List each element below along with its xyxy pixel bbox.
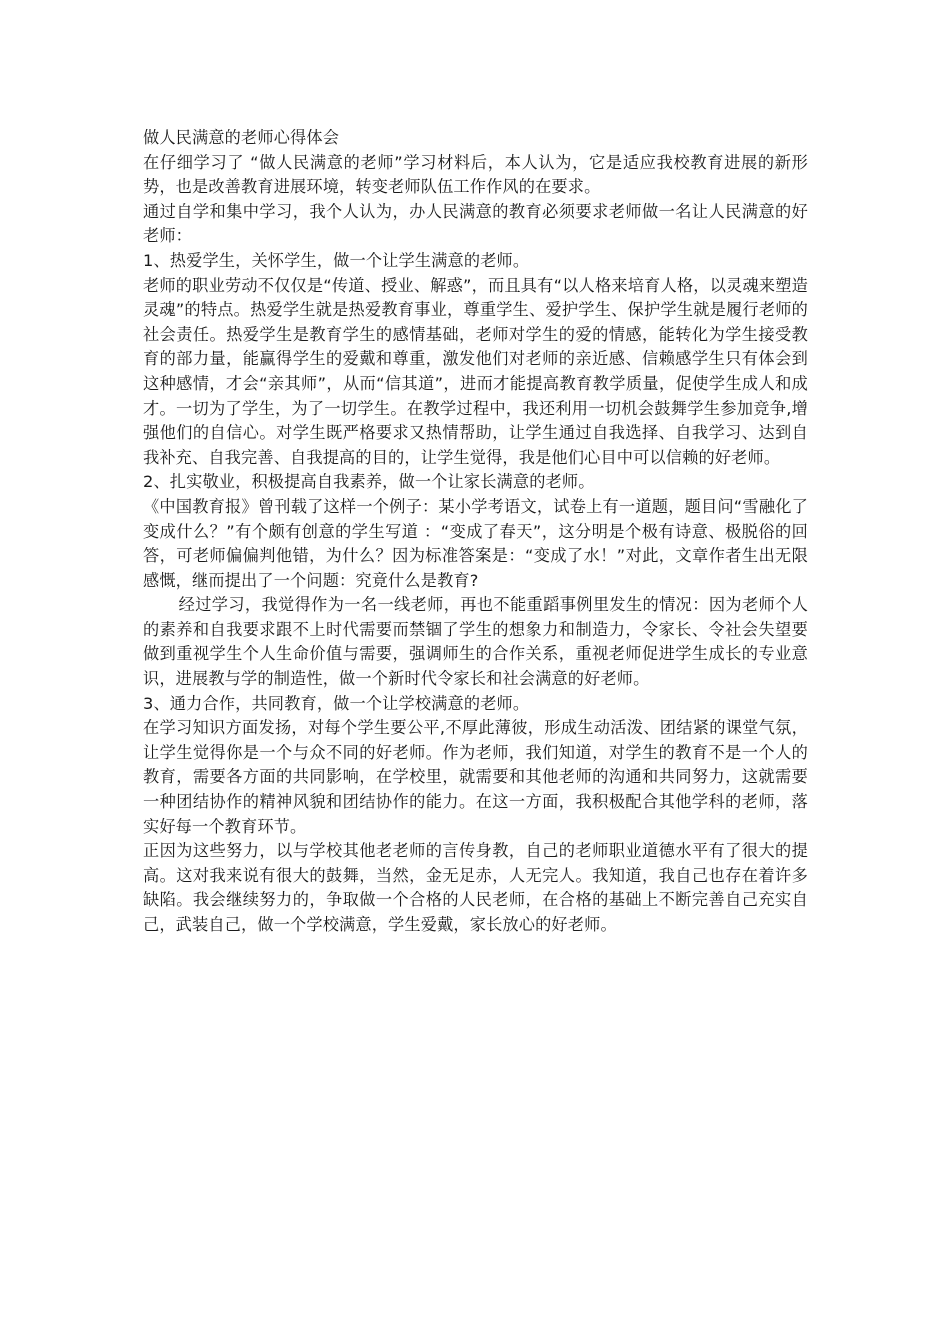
section-1-body: 老师的职业劳动不仅仅是“传道、授业、解惑”，而且具有“以人格来培育人格，以灵魂来塑造灵魂”的特点。热爱学生就是热爱教育事业，尊重学生、爱护学生、保护学生就是履行老师的社会责任。热爱学生是教育学生的感情基础，老师对学生的爱的情感，能转化为学生接受教育的部力量，能赢得学生的爱戴和尊重，激发他们对老师的亲近感、信赖感学生只有体会到这种感情，才会“亲其师”，从而“信其道”，进而才能提高教育教学质量，促使学生成人和成才。一切为了学生，为了一切学生。在教学过程中，我还利用一切机会鼓舞学生参加竞争,增强他们的自信心。对学生既严格要求又热情帮助，让学生通过自我选择、自我学习、达到自我补充、自我完善、自我提高的目的，让学生觉得，我是他们心目中可以信赖的好老师。 [143, 275, 808, 467]
section-2-heading: 2、扎实敬业，积极提高自我素养，做一个让家长满意的老师。 [143, 472, 595, 492]
section-3-heading: 3、通力合作，共同教育，做一个让学校满意的老师。 [143, 693, 530, 713]
section-2-body-2: 经过学习，我觉得作为一名一线老师，再也不能重蹈事例里发生的情况：因为老师个人的素养和自我要求跟不上时代需要而禁锢了学生的想象力和制造力，令家长、令社会失望要做到重视学生个人生命价值与需要，强调师生的合作关系，重视老师促进学生成长的专业意识，进展教与学的制造性，做一个新时代令家长和社会满意的好老师。 [143, 595, 808, 689]
section-2-body-1: 《中国教育报》曾刊载了这样一个例子：某小学考语文，试卷上有一道题，题目问“雪融化了变成什么？”有个颇有创意的学生写道 ：“变成了春天”，这分明是个极有诗意、极脱俗的回答，可老师偏偏判他错，为什么？因为标准答案是：“变成了水！”对此，文章作者生出无限感慨，继而提出了一个问题：究竟什么是教育? [143, 496, 808, 590]
conclusion-paragraph: 正因为这些努力，以与学校其他老老师的言传身教，自己的老师职业道德水平有了很大的提高。这对我来说有很大的鼓舞，当然，金无足赤，人无完人。我知道，我自己也存在着许多缺陷。我会继续努力的，争取做一个合格的人民老师，在合格的基础上不断完善自己充实自己，武装自己，做一个学校满意，学生爱戴，家长放心的好老师。 [143, 841, 808, 934]
intro-paragraph-1: 在仔细学习了 “做人民满意的老师”学习材料后，本人认为，它是适应我校教育进展的新形势，也是改善教育进展环境，转变老师队伍工作作风的在要求。 [143, 152, 808, 197]
section-1-heading: 1、热爱学生，关怀学生，做一个让学生满意的老师。 [143, 250, 530, 270]
intro-paragraph-2: 通过自学和集中学习，我个人认为，办人民满意的教育必须要求老师做一名让人民满意的好老师： [143, 201, 808, 246]
document-page [143, 126, 808, 938]
document-title: 做人民满意的老师心得体会 [143, 128, 340, 147]
section-3-body: 在学习知识方面发扬，对每个学生要公平,不厚此薄彼，形成生动活泼、团结紧的课堂气氛，让学生觉得你是一个与众不同的好老师。作为老师，我们知道，对学生的教育不是一个人的教育，需要各方面的共同影响，在学校里，就需要和其他老师的沟通和共同努力，这就需要一种团结协作的精神风貌和团结协作的能力。在这一方面，我积极配合其他学科的老师，落实好每一个教育环节。 [143, 718, 808, 836]
